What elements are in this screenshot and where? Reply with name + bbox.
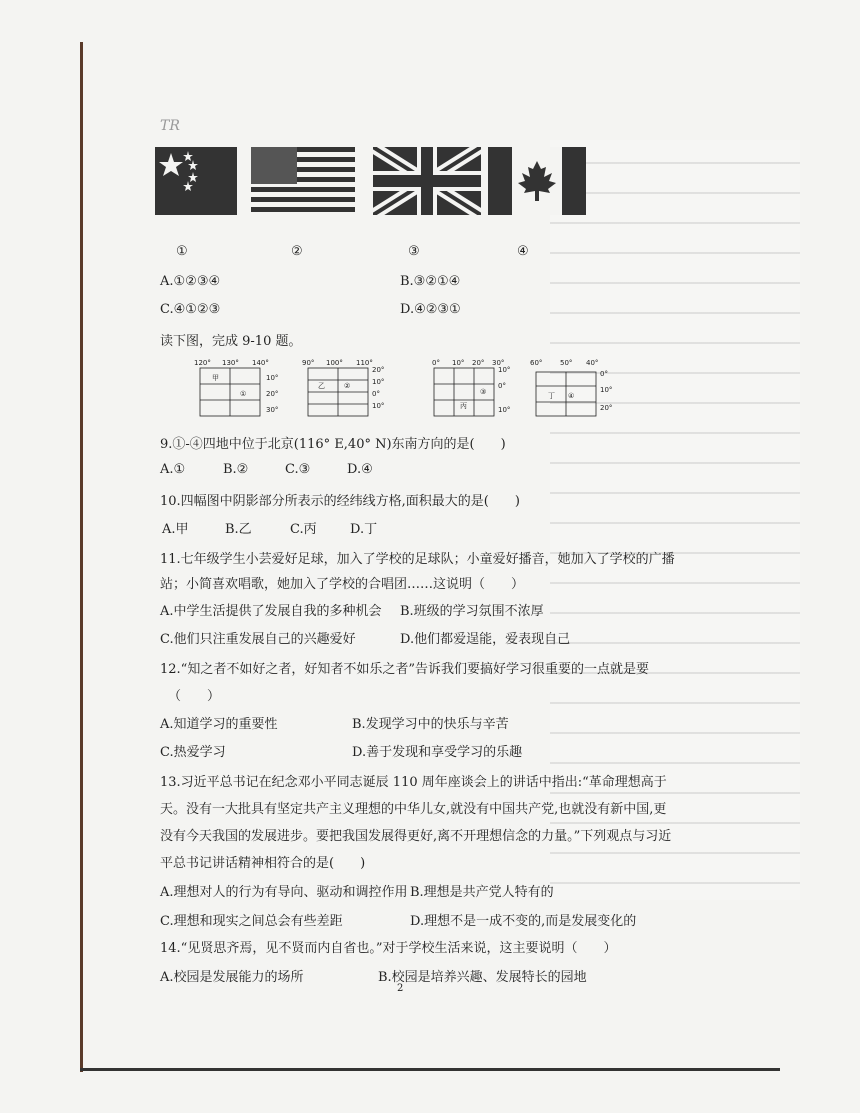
svg-text:0°: 0°	[372, 390, 380, 398]
q13-option-d: D.理想不是一成不变的,而是发展变化的	[410, 914, 637, 929]
map-grid-2	[300, 358, 400, 420]
q8-option-d: D.④②③①	[400, 302, 461, 317]
q12-option-c: C.热爱学习	[160, 745, 226, 760]
svg-text:20°: 20°	[472, 359, 485, 367]
svg-text:110°: 110°	[356, 359, 373, 367]
q13-option-c: C.理想和现实之间总会有些差距	[160, 914, 343, 929]
q11-option-c: C.他们只注重发展自己的兴趣爱好	[160, 632, 356, 647]
china-flag-image	[155, 147, 237, 215]
q12-stem-line2: （ ）	[168, 689, 221, 704]
svg-text:甲: 甲	[212, 374, 219, 382]
svg-text:0°: 0°	[432, 359, 440, 367]
q10-option-c: C.丙	[290, 522, 317, 537]
svg-text:乙: 乙	[318, 382, 325, 390]
svg-text:130°: 130°	[222, 359, 239, 367]
flag-label-4: ④	[517, 244, 529, 259]
svg-text:②: ②	[344, 382, 351, 390]
q12-stem-line1: 12.“知之者不如好之者，好知者不如乐之者”告诉我们要搞好学习很重要的一点就是要	[160, 662, 649, 677]
q11-stem-line1: 11.七年级学生小芸爱好足球，加入了学校的足球队；小童爱好播音，她加入了学校的广播	[160, 552, 675, 567]
uk-flag-image	[373, 147, 481, 215]
svg-text:20°: 20°	[600, 404, 613, 412]
q12-option-d: D.善于发现和享受学习的乐趣	[352, 745, 523, 760]
svg-text:丁: 丁	[548, 392, 555, 400]
map-grid-3	[428, 358, 528, 420]
svg-text:10°: 10°	[600, 386, 613, 394]
q11-option-d: D.他们都爱逞能，爱表现自己	[400, 632, 571, 647]
flag-label-3: ③	[408, 244, 420, 259]
svg-text:10°: 10°	[266, 374, 279, 382]
q9-stem: 9.①-④四地中位于北京(116° E,40° N)东南方向的是( )	[160, 437, 506, 452]
q10-option-a: A.甲	[162, 522, 189, 537]
map-grid-4	[528, 358, 628, 420]
svg-text:10°: 10°	[372, 378, 385, 386]
svg-text:0°: 0°	[498, 382, 506, 390]
svg-text:10°: 10°	[372, 402, 385, 410]
q10-option-b: B.乙	[225, 522, 252, 537]
q13-stem-line1: 13.习近平总书记在纪念邓小平同志诞辰 110 周年座谈会上的讲话中指出:“革命理想高于	[160, 775, 667, 790]
svg-text:①: ①	[240, 390, 247, 398]
q13-stem-line4: 平总书记讲话精神相符合的是( )	[160, 856, 366, 871]
q13-stem-line2: 天。没有一大批具有坚定共产主义理想的中华儿女,就没有中国共产党,也就没有新中国,更	[160, 802, 667, 817]
q13-stem-line3: 没有今天我国的发展进步。要把我国发展得更好,离不开理想信念的力量。”下列观点与习近	[160, 829, 672, 844]
svg-text:0°: 0°	[600, 370, 608, 378]
q13-option-a: A.理想对人的行为有导向、驱动和调控作用	[160, 885, 408, 900]
map-grid-1	[190, 358, 290, 420]
q14-option-b: B.校园是培养兴趣、发展特长的园地	[378, 970, 587, 985]
svg-text:10°: 10°	[452, 359, 465, 367]
svg-text:30°: 30°	[492, 359, 505, 367]
svg-text:120°: 120°	[194, 359, 211, 367]
q13-option-b: B.理想是共产党人特有的	[410, 885, 554, 900]
svg-text:40°: 40°	[586, 359, 599, 367]
q9-option-c: C.③	[285, 462, 311, 477]
svg-text:30°: 30°	[266, 406, 279, 414]
svg-text:10°: 10°	[498, 406, 511, 414]
svg-text:④: ④	[568, 392, 575, 400]
flag-label-2: ②	[291, 244, 303, 259]
q11-stem-line2: 站；小简喜欢唱歌，她加入了学校的合唱团……这说明（ ）	[160, 577, 525, 592]
svg-text:③: ③	[480, 388, 487, 396]
svg-text:50°: 50°	[560, 359, 573, 367]
q10-option-d: D.丁	[350, 522, 378, 537]
svg-text:20°: 20°	[266, 390, 279, 398]
map-intro: 读下图，完成 9-10 题。	[160, 334, 302, 349]
svg-text:60°: 60°	[530, 359, 543, 367]
q11-option-a: A.中学生活提供了发展自我的多种机会	[160, 604, 382, 619]
svg-text:丙: 丙	[460, 402, 467, 410]
maple-leaf-icon	[518, 161, 556, 201]
q9-option-a: A.①	[160, 462, 186, 477]
q10-stem: 10.四幅图中阴影部分所表示的经纬线方格,面积最大的是( )	[160, 494, 520, 509]
flag-label-1: ①	[176, 244, 188, 259]
header-mark: TR	[160, 118, 180, 134]
svg-text:20°: 20°	[372, 366, 385, 374]
q11-option-b: B.班级的学习氛围不浓厚	[400, 604, 544, 619]
q8-option-a: A.①②③④	[160, 274, 221, 289]
q14-option-a: A.校园是发展能力的场所	[160, 970, 304, 985]
usa-flag-image	[251, 147, 355, 215]
svg-text:140°: 140°	[252, 359, 269, 367]
q9-option-b: B.②	[223, 462, 249, 477]
q12-option-a: A.知道学习的重要性	[160, 717, 278, 732]
svg-text:100°: 100°	[326, 359, 343, 367]
canada-flag-image	[488, 147, 586, 215]
q12-option-b: B.发现学习中的快乐与辛苦	[352, 717, 509, 732]
q8-option-c: C.④①②③	[160, 302, 221, 317]
q9-option-d: D.④	[347, 462, 373, 477]
svg-text:90°: 90°	[302, 359, 315, 367]
q14-stem: 14.“见贤思齐焉，见不贤而内自省也。”对于学校生活来说，这主要说明（ ）	[160, 941, 617, 956]
q8-option-b: B.③②①④	[400, 274, 461, 289]
svg-text:10°: 10°	[498, 366, 511, 374]
page-number: 2	[397, 983, 404, 994]
